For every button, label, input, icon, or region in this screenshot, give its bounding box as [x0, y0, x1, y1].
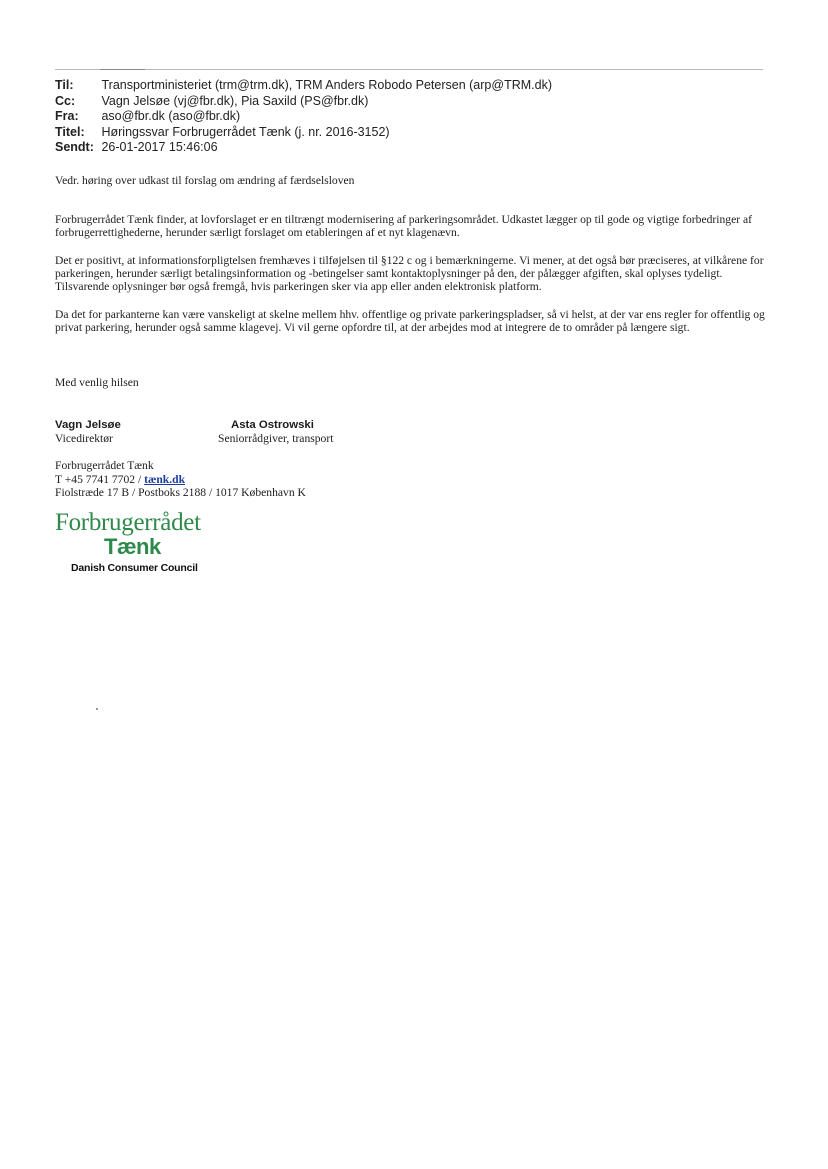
logo-tagline: Danish Consumer Council: [71, 562, 198, 574]
website-link[interactable]: tænk.dk: [144, 472, 186, 486]
logo-line-1: Forbrugerrådet: [55, 509, 201, 536]
header-rule-mark: [100, 69, 145, 70]
letter-paragraph-2: Det er positivt, at informationsforpligtelsen fremhæves i tilføjelsen til §122 c og i bemærkningerne. Vi mener, at det også bør præciseres, at vilkårene for parkeringen, herunder særligt betalingsinformation og -betingelser samt kontaktoplysninger på den, der pålægger afgiften, skal oplyses tydeligt. Tilsvarende oplysninger bør også fremgå, hvis parkeringen sker via app eller anden elektronisk platform.: [55, 254, 764, 294]
letter-closing: Med venlig hilsen: [55, 376, 139, 389]
email-header: [55, 78, 552, 156]
to-value: Transportministeriet (trm@trm.dk), TRM Anders Robodo Petersen (arp@TRM.dk): [101, 78, 552, 92]
cc-row: [55, 94, 552, 110]
to-row: [55, 78, 552, 94]
title-value: Høringssvar Forbrugerrådet Tænk (j. nr. 2016-3152): [101, 124, 390, 139]
from-label: Fra:: [55, 109, 79, 123]
title-label: Titel:: [55, 124, 85, 139]
sent-value: 26-01-2017 15:46:06: [101, 140, 218, 154]
organization-logo: [55, 510, 201, 574]
contact-address: Fiolstræde 17 B / Postboks 2188 / 1017 København K: [55, 486, 306, 499]
to-label: Til:: [55, 78, 74, 92]
title-row: [55, 125, 552, 141]
contact-phone-line: [55, 473, 306, 487]
header-rule: [55, 69, 763, 70]
letter-paragraph-3: Da det for parkanterne kan være vanskeligt at skelne mellem hhv. offentlige og private parkeringspladser, så vi helst, at der var ens regler for offentlig og privat parkering, herunder også samme klagevej. Vi vil gerne opfordre til, at der arbejdes mod at integrere de to områder på længere sigt.: [55, 308, 765, 335]
cc-label: Cc:: [55, 93, 76, 108]
contact-org: Forbrugerrådet Tænk: [55, 459, 154, 472]
contact-block: [55, 459, 306, 500]
signature-2: [218, 418, 333, 446]
letter-subject: Vedr. høring over udkast til forslag om ændring af færdselsloven: [55, 174, 355, 187]
from-value: aso@fbr.dk (aso@fbr.dk): [101, 109, 241, 123]
contact-phone: T +45 7741 7702 /: [55, 472, 145, 486]
sent-row: [55, 140, 552, 156]
cc-value: Vagn Jelsøe (vj@fbr.dk), Pia Saxild (PS@fbr.dk): [101, 93, 369, 108]
letter-paragraph-1: Forbrugerrådet Tænk finder, at lovforslaget er en tiltrængt modernisering af parkeringsområdet. Udkastet lægger op til gode og vigtige forbedringer af forbrugerrettighederne, herunder særligt forslaget om etableringen af et nyt klagenævn.: [55, 213, 753, 240]
logo-line-2: Tænk: [104, 534, 161, 559]
sent-label: Sendt:: [55, 140, 94, 154]
signature-1: [55, 418, 121, 446]
signature-1-name: Vagn Jelsøe: [55, 419, 121, 431]
signature-1-role: Vicedirektør: [55, 432, 113, 445]
signature-2-role: Seniorrådgiver, transport: [218, 432, 334, 445]
from-row: [55, 109, 552, 125]
scan-speck: [96, 708, 98, 710]
signature-2-name: Asta Ostrowski: [231, 419, 314, 431]
